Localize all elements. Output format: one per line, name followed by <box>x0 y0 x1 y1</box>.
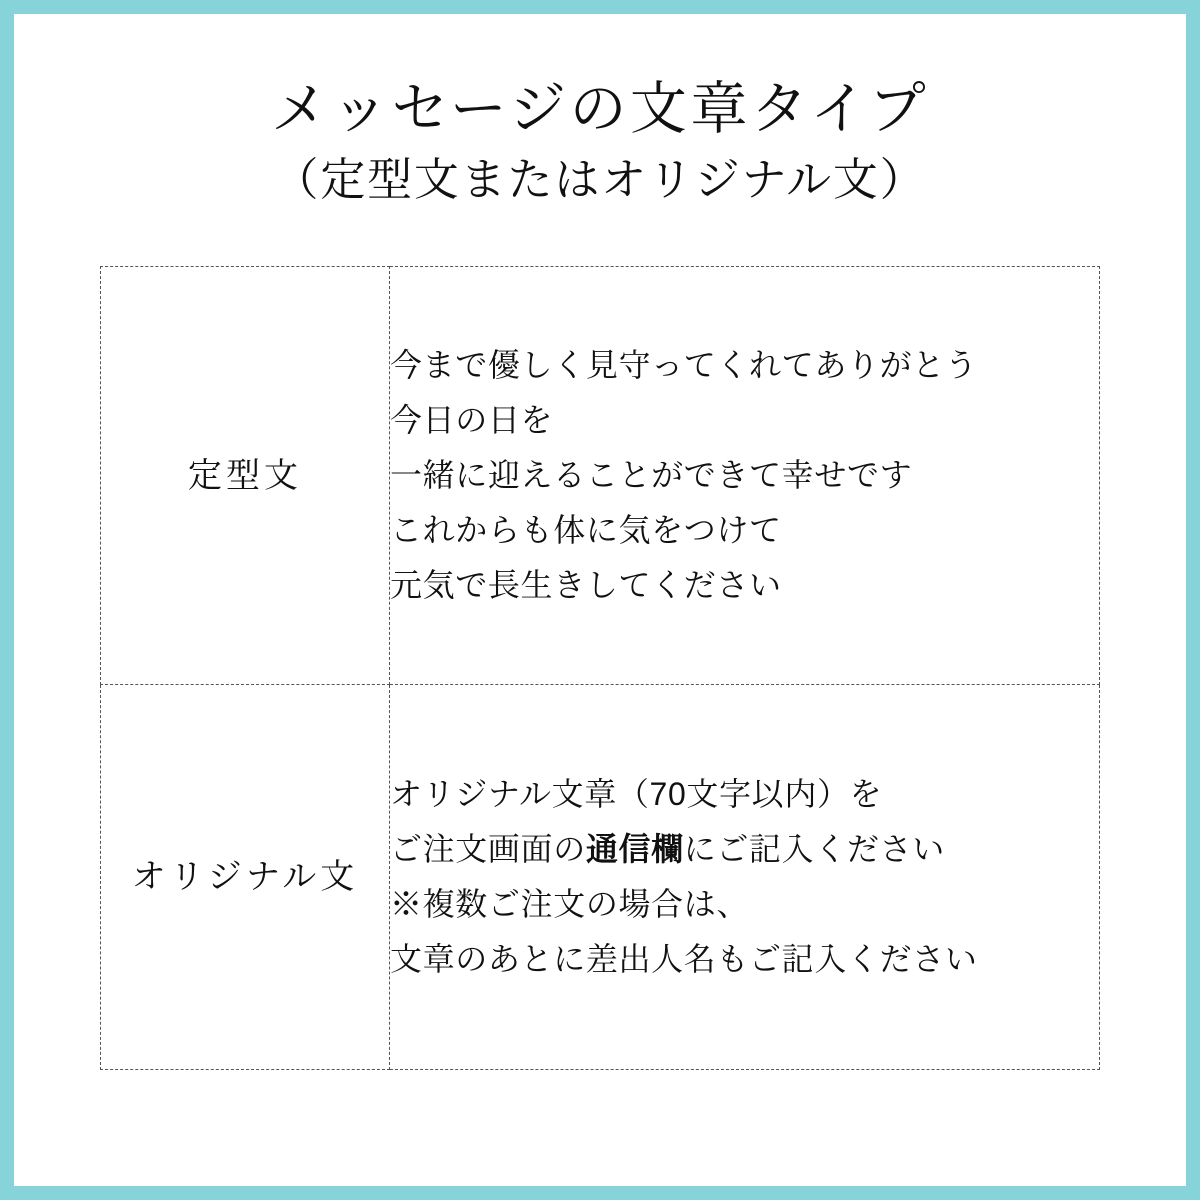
title-sub: （定型文またはオリジナル文） <box>273 154 927 206</box>
body-line: 元気で長生きしてください <box>390 567 782 604</box>
title-main: メッセージの文章タイプ <box>270 77 930 141</box>
table-row <box>101 267 1100 685</box>
body-line: 文章のあとに差出人名もご記入ください <box>390 941 978 978</box>
body-line-suffix: にご記入ください <box>683 831 945 868</box>
row-label-cell-fixed <box>101 267 390 685</box>
body-line: これからも体に気をつけて <box>390 512 782 549</box>
body-line: 一緒に迎えることができて幸せです <box>390 457 913 494</box>
body-line-with-emphasis <box>390 822 1099 877</box>
body-line: ※複数ご注文の場合は、 <box>390 886 750 923</box>
page-title <box>14 14 1186 207</box>
page-inner <box>14 14 1186 1186</box>
row-body-cell-fixed <box>390 267 1100 685</box>
body-line: 今まで優しく見守ってくれてありがとう <box>390 347 978 384</box>
row-label-original: オリジナル文 <box>131 858 359 897</box>
body-line-prefix: ご注文画面の <box>390 831 586 868</box>
table <box>100 266 1100 1070</box>
row-body-cell-original <box>390 685 1100 1070</box>
body-line: 今日の日を <box>390 402 554 439</box>
emphasis-text: 通信欄 <box>585 831 684 868</box>
body-line: オリジナル文章（70文字以内）を <box>390 776 883 813</box>
message-type-table <box>100 266 1100 1070</box>
row-label-cell-original <box>101 685 390 1070</box>
row-label-fixed: 定型文 <box>187 456 303 495</box>
table-row <box>101 685 1100 1070</box>
